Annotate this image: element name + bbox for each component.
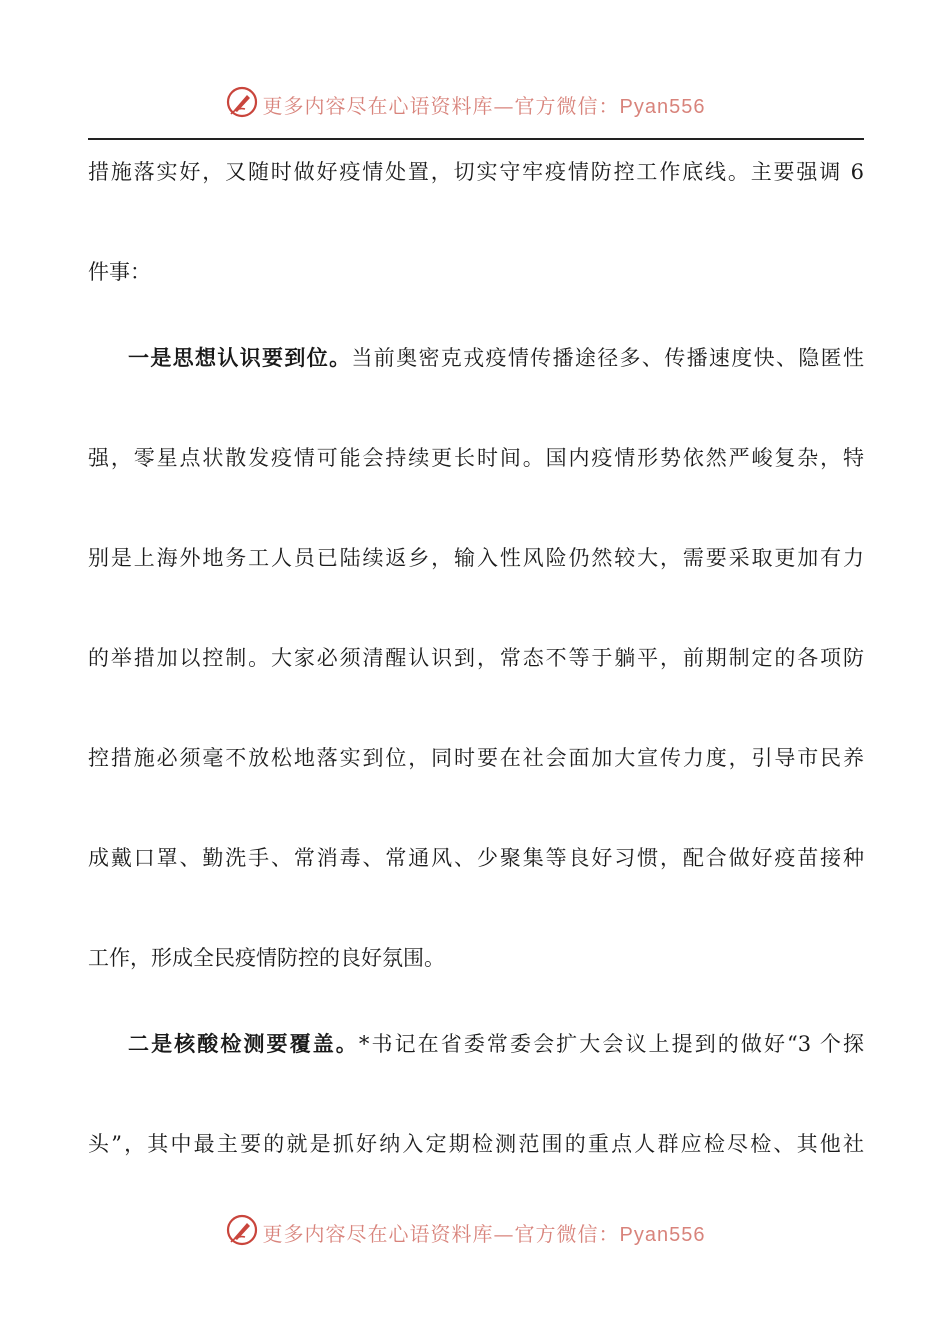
header-divider	[88, 138, 864, 140]
header-watermark-text: 更多内容尽在心语资料库—官方微信：Pyan556	[262, 93, 706, 118]
header-wechat-id: Pyan556	[619, 95, 706, 118]
paragraph-2-heading: 二是核酸检测要覆盖。	[128, 1031, 359, 1056]
footer-wechat-id: Pyan556	[619, 1223, 706, 1246]
body-line: 工作，形成全民疫情防控的良好氛围。	[88, 946, 445, 970]
pen-logo-icon	[225, 85, 259, 123]
body-line: 件事：	[88, 260, 151, 284]
paragraph-2-first-line: 二是核酸检测要覆盖。*书记在省委常委会扩大会议上提到的做好“3 个探	[128, 1031, 864, 1056]
body-line: 头”，其中最主要的就是抓好纳入定期检测范围的重点人群应检尽检、其他社	[88, 1132, 864, 1156]
footer-watermark	[0, 1210, 950, 1254]
body-line: 强，零星点状散发疫情可能会持续更长时间。国内疫情形势依然严峻复杂，特	[88, 446, 864, 470]
paragraph-1-first-line: 一是思想认识要到位。当前奥密克戎疫情传播途径多、传播速度快、隐匿性	[128, 345, 864, 370]
body-line: 控措施必须毫不放松地落实到位，同时要在社会面加大宣传力度，引导市民养	[88, 746, 864, 770]
footer-watermark-text: 更多内容尽在心语资料库—官方微信：Pyan556	[262, 1221, 706, 1246]
header-watermark	[0, 82, 950, 126]
pen-logo-icon	[225, 1213, 259, 1251]
paragraph-1-heading: 一是思想认识要到位。	[128, 345, 352, 370]
body-line: 成戴口罩、勤洗手、常消毒、常通风、少聚集等良好习惯，配合做好疫苗接种	[88, 846, 864, 870]
body-line: 措施落实好，又随时做好疫情处置，切实守牢疫情防控工作底线。主要强调 6	[88, 160, 864, 184]
body-line: 别是上海外地务工人员已陆续返乡，输入性风险仍然较大，需要采取更加有力	[88, 546, 864, 570]
body-line: 的举措加以控制。大家必须清醒认识到，常态不等于躺平，前期制定的各项防	[88, 646, 864, 670]
